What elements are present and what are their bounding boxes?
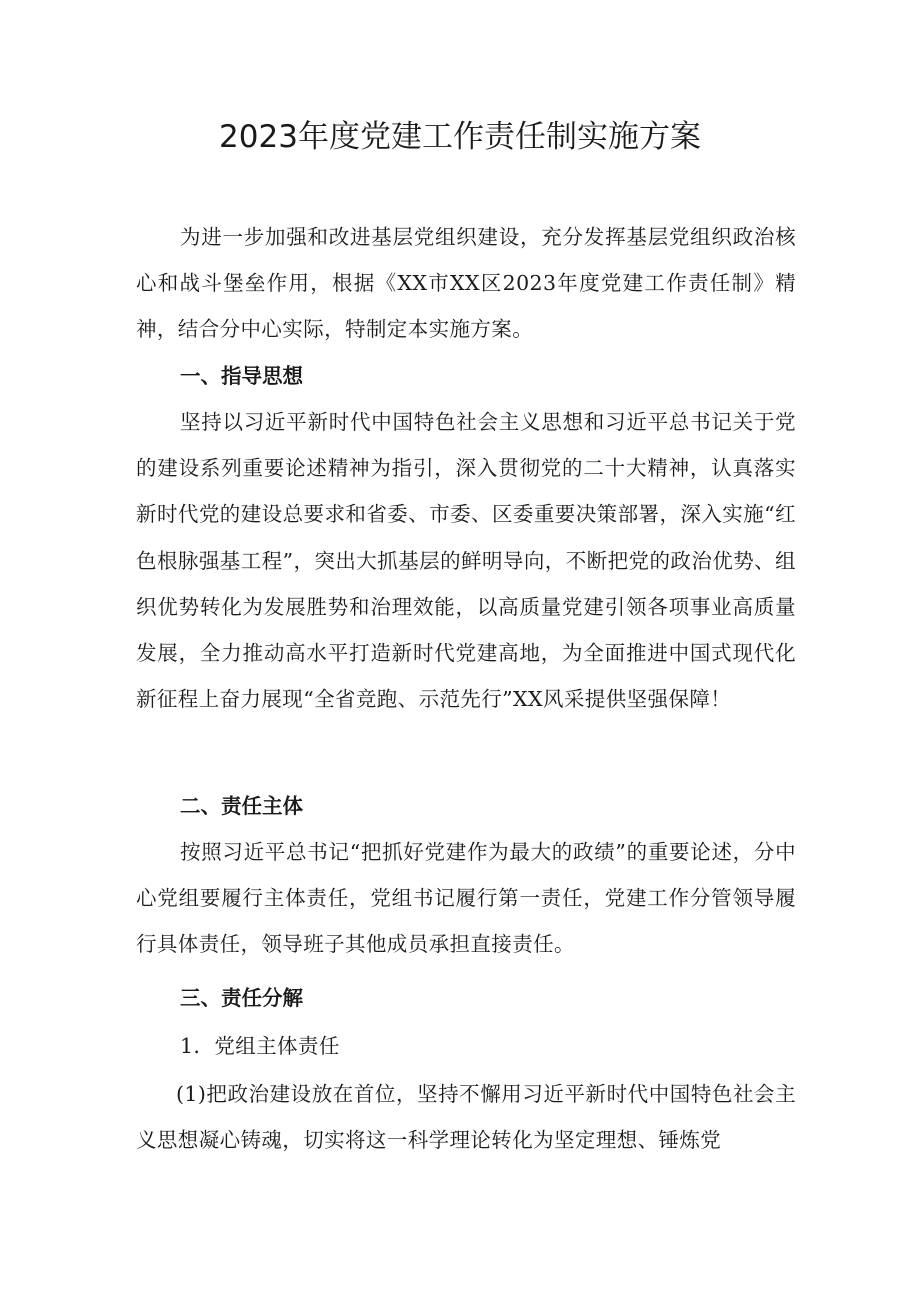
document-title: 2023年度党建工作责任制实施方案	[219, 119, 701, 155]
section2-heading: 二、责任主体	[180, 794, 303, 818]
section3-item-1: (1)把政治建设放在首位，坚持不懈用习近平新时代中国特色社会主义思想凝心铸魂，切实将这一科学理论转化为坚定理想、锤炼党	[136, 1082, 796, 1153]
section3-subheading-1: 1．党组主体责任	[180, 1034, 340, 1058]
section1-heading: 一、指导思想	[180, 364, 303, 388]
section1-paragraph: 坚持以习近平新时代中国特色社会主义思想和习近平总书记关于党的建设系列重要论述精神为指引，深入贯彻党的二十大精神，认真落实新时代党的建设总要求和省委、市委、区委重要决策部署，深入实施“红色根脉强基工程”，突出大抓基层的鲜明导向，不断把党的政治优势、组织优势转化为发展胜势和治理效能，以高质量党建引领各项事业高质量发展，全力推动高水平打造新时代党建高地，为全面推进中国式现代化新征程上奋力展现“全省竞跑、示范先行”XX风采提供坚强保障！	[136, 410, 796, 712]
intro-paragraph: 为进一步加强和改进基层党组织建设，充分发挥基层党组织政治核心和战斗堡垒作用，根据《XX市XX区2023年度党建工作责任制》精神，结合分中心实际，特制定本实施方案。	[136, 225, 796, 342]
section3-heading: 三、责任分解	[180, 986, 303, 1010]
section2-paragraph: 按照习近平总书记“把抓好党建作为最大的政绩”的重要论述，分中心党组要履行主体责任，党组书记履行第一责任，党建工作分管领导履行具体责任，领导班子其他成员承担直接责任。	[136, 840, 796, 957]
